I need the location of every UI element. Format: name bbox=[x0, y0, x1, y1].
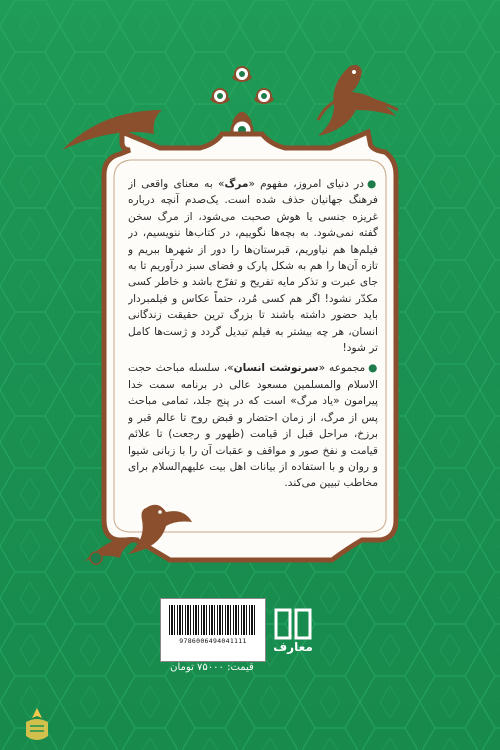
paragraph-1-part-1: در دنیای امروز، مفهوم « bbox=[248, 178, 364, 190]
bullet-icon: ● bbox=[368, 362, 378, 375]
paragraph-1 bbox=[128, 176, 378, 356]
isbn-number: 9786006494041111 bbox=[179, 637, 247, 645]
barcode-card bbox=[160, 598, 266, 662]
paragraph-2-part-1: مجموعه « bbox=[318, 362, 366, 375]
description-text bbox=[128, 176, 378, 521]
publisher-name: معارف bbox=[273, 640, 313, 654]
bullet-icon: ● bbox=[366, 178, 378, 190]
series-title: سرنوشت انسان bbox=[233, 362, 319, 375]
price-label: قیمت: ۷۵۰۰۰ تومان bbox=[170, 662, 254, 673]
paragraph-1-part-3: » به معنای واقعی از فرهنگ جهانیان حذف شده است. یک‌صدم آنچه درباره غریزه جنسی یا هوش صحبت می‌شود، از مرگ سخن گفته نمی‌شود. به بچه‌ها نگوییم، در کتاب‌ها ننویسیم، در فیلم‌ها هم نیاوریم، قبرستان‌ها را دور از شهرها ببریم و تازه آن‌ها را هم به شکل پارک و فضای سبز درآوریم تا به جای عبرت و تذکر مایه تفریح و تفرّج باشد و خاطر کسی مکدّر نشود! اگر هم کسی مُرد، حتماً عکاس و فیلمبردار باید حضور داشته باشند تا بزرگ ترین حقیقت زندگانی انسان، هر چه بیشتر به فیلم تبدیل گردد و ژست‌ها کامل تر شود! bbox=[128, 178, 378, 355]
keyword-death: مرگ bbox=[224, 178, 249, 190]
top-ornament-icon bbox=[210, 67, 274, 140]
paragraph-2-part-3: »، سلسله مباحث حجت الاسلام والمسلمین مسعود عالی در برنامه سمت خدا پیرامون «یاد مرگ» است که در پنج جلد، تمامی مباحث پس از مرگ، از زمان احتضار و قبض روح تا عالم قبر و برزخ، مراحل قبل از قیامت (ظهور و رجعت) تا علائم قیامت و نفخ صور و مواقف و عقبات آن را با زبانی شیوا و روان و با استفاده از بیانات اهل بیت عليهم‌السلام برای مخاطب تبیین می‌کند. bbox=[128, 362, 378, 490]
bird-ornament-icon bbox=[318, 65, 398, 136]
paragraph-2 bbox=[128, 360, 378, 491]
corner-logo-icon bbox=[20, 706, 54, 746]
barcode bbox=[169, 605, 257, 635]
